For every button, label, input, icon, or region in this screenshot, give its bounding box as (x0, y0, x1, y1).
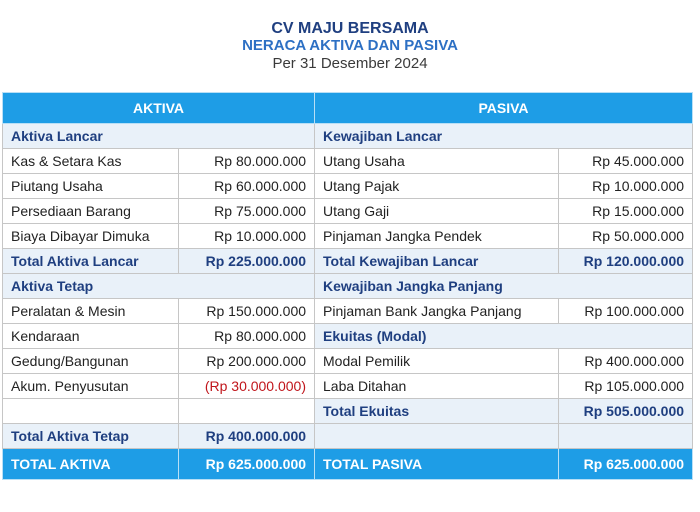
aktiva-item-value: Rp 80.000.000 (179, 149, 315, 174)
total-aktiva-tetap-value: Rp 400.000.000 (179, 424, 315, 449)
pasiva-item-value: Rp 45.000.000 (559, 149, 693, 174)
aktiva-item-label: Piutang Usaha (3, 174, 179, 199)
pasiva-item-value: Rp 10.000.000 (559, 174, 693, 199)
subtotal-row (3, 424, 693, 449)
aktiva-item-value: Rp 75.000.000 (179, 199, 315, 224)
table-row (3, 199, 693, 224)
table-row (3, 299, 693, 324)
report-title: NERACA AKTIVA DAN PASIVA (242, 37, 458, 54)
aktiva-lancar-section-title: Aktiva Lancar (3, 124, 315, 149)
subtotal-row (3, 249, 693, 274)
aktiva-item-label: Gedung/Bangunan (3, 349, 179, 374)
total-aktiva-label: TOTAL AKTIVA (3, 449, 179, 480)
total-ekuitas-value: Rp 505.000.000 (559, 399, 693, 424)
pasiva-item-label: Utang Pajak (315, 174, 559, 199)
table-row (3, 224, 693, 249)
aktiva-item-label: Kendaraan (3, 324, 179, 349)
pasiva-item-value: Rp 15.000.000 (559, 199, 693, 224)
total-kewajiban-lancar-value: Rp 120.000.000 (559, 249, 693, 274)
table-row (3, 349, 693, 374)
total-ekuitas-label: Total Ekuitas (315, 399, 559, 424)
total-pasiva-value: Rp 625.000.000 (559, 449, 693, 480)
aktiva-item-value: Rp 80.000.000 (179, 324, 315, 349)
kewajiban-jangka-panjang-section-title: Kewajiban Jangka Panjang (315, 274, 693, 299)
total-kewajiban-lancar-label: Total Kewajiban Lancar (315, 249, 559, 274)
aktiva-item-label: Peralatan & Mesin (3, 299, 179, 324)
section-row (3, 274, 693, 299)
aktiva-item-label: Persediaan Barang (3, 199, 179, 224)
kewajiban-lancar-section-title: Kewajiban Lancar (315, 124, 693, 149)
pasiva-item-label: Utang Gaji (315, 199, 559, 224)
empty-cell (3, 399, 179, 424)
column-header-row (3, 93, 693, 124)
section-row (3, 124, 693, 149)
pasiva-column-header: PASIVA (315, 93, 693, 124)
aktiva-item-label: Biaya Dibayar Dimuka (3, 224, 179, 249)
pasiva-item-label: Utang Usaha (315, 149, 559, 174)
balance-sheet-table (2, 92, 693, 480)
table-row (3, 324, 693, 349)
empty-cell (315, 424, 559, 449)
table-row (3, 374, 693, 399)
pasiva-item-value: Rp 105.000.000 (559, 374, 693, 399)
pasiva-item-label: Pinjaman Bank Jangka Panjang (315, 299, 559, 324)
aktiva-item-value: Rp 200.000.000 (179, 349, 315, 374)
total-aktiva-lancar-value: Rp 225.000.000 (179, 249, 315, 274)
pasiva-item-value: Rp 400.000.000 (559, 349, 693, 374)
total-aktiva-tetap-label: Total Aktiva Tetap (3, 424, 179, 449)
pasiva-item-label: Modal Pemilik (315, 349, 559, 374)
ekuitas-section-title: Ekuitas (Modal) (315, 324, 693, 349)
aktiva-item-label: Kas & Setara Kas (3, 149, 179, 174)
table-row (3, 174, 693, 199)
grand-total-row (3, 449, 693, 480)
aktiva-item-value: Rp 60.000.000 (179, 174, 315, 199)
pasiva-item-label: Pinjaman Jangka Pendek (315, 224, 559, 249)
report-period: Per 31 Desember 2024 (272, 55, 428, 72)
empty-cell (559, 424, 693, 449)
aktiva-item-value: Rp 150.000.000 (179, 299, 315, 324)
aktiva-item-label: Akum. Penyusutan (3, 374, 179, 399)
table-row (3, 149, 693, 174)
total-aktiva-lancar-label: Total Aktiva Lancar (3, 249, 179, 274)
aktiva-item-value-negative: (Rp 30.000.000) (179, 374, 315, 399)
pasiva-item-value: Rp 50.000.000 (559, 224, 693, 249)
aktiva-column-header: AKTIVA (3, 93, 315, 124)
pasiva-item-value: Rp 100.000.000 (559, 299, 693, 324)
empty-cell (179, 399, 315, 424)
total-aktiva-value: Rp 625.000.000 (179, 449, 315, 480)
table-row (3, 399, 693, 424)
company-name: CV MAJU BERSAMA (271, 20, 429, 37)
total-pasiva-label: TOTAL PASIVA (315, 449, 559, 480)
pasiva-item-label: Laba Ditahan (315, 374, 559, 399)
aktiva-tetap-section-title: Aktiva Tetap (3, 274, 315, 299)
aktiva-item-value: Rp 10.000.000 (179, 224, 315, 249)
